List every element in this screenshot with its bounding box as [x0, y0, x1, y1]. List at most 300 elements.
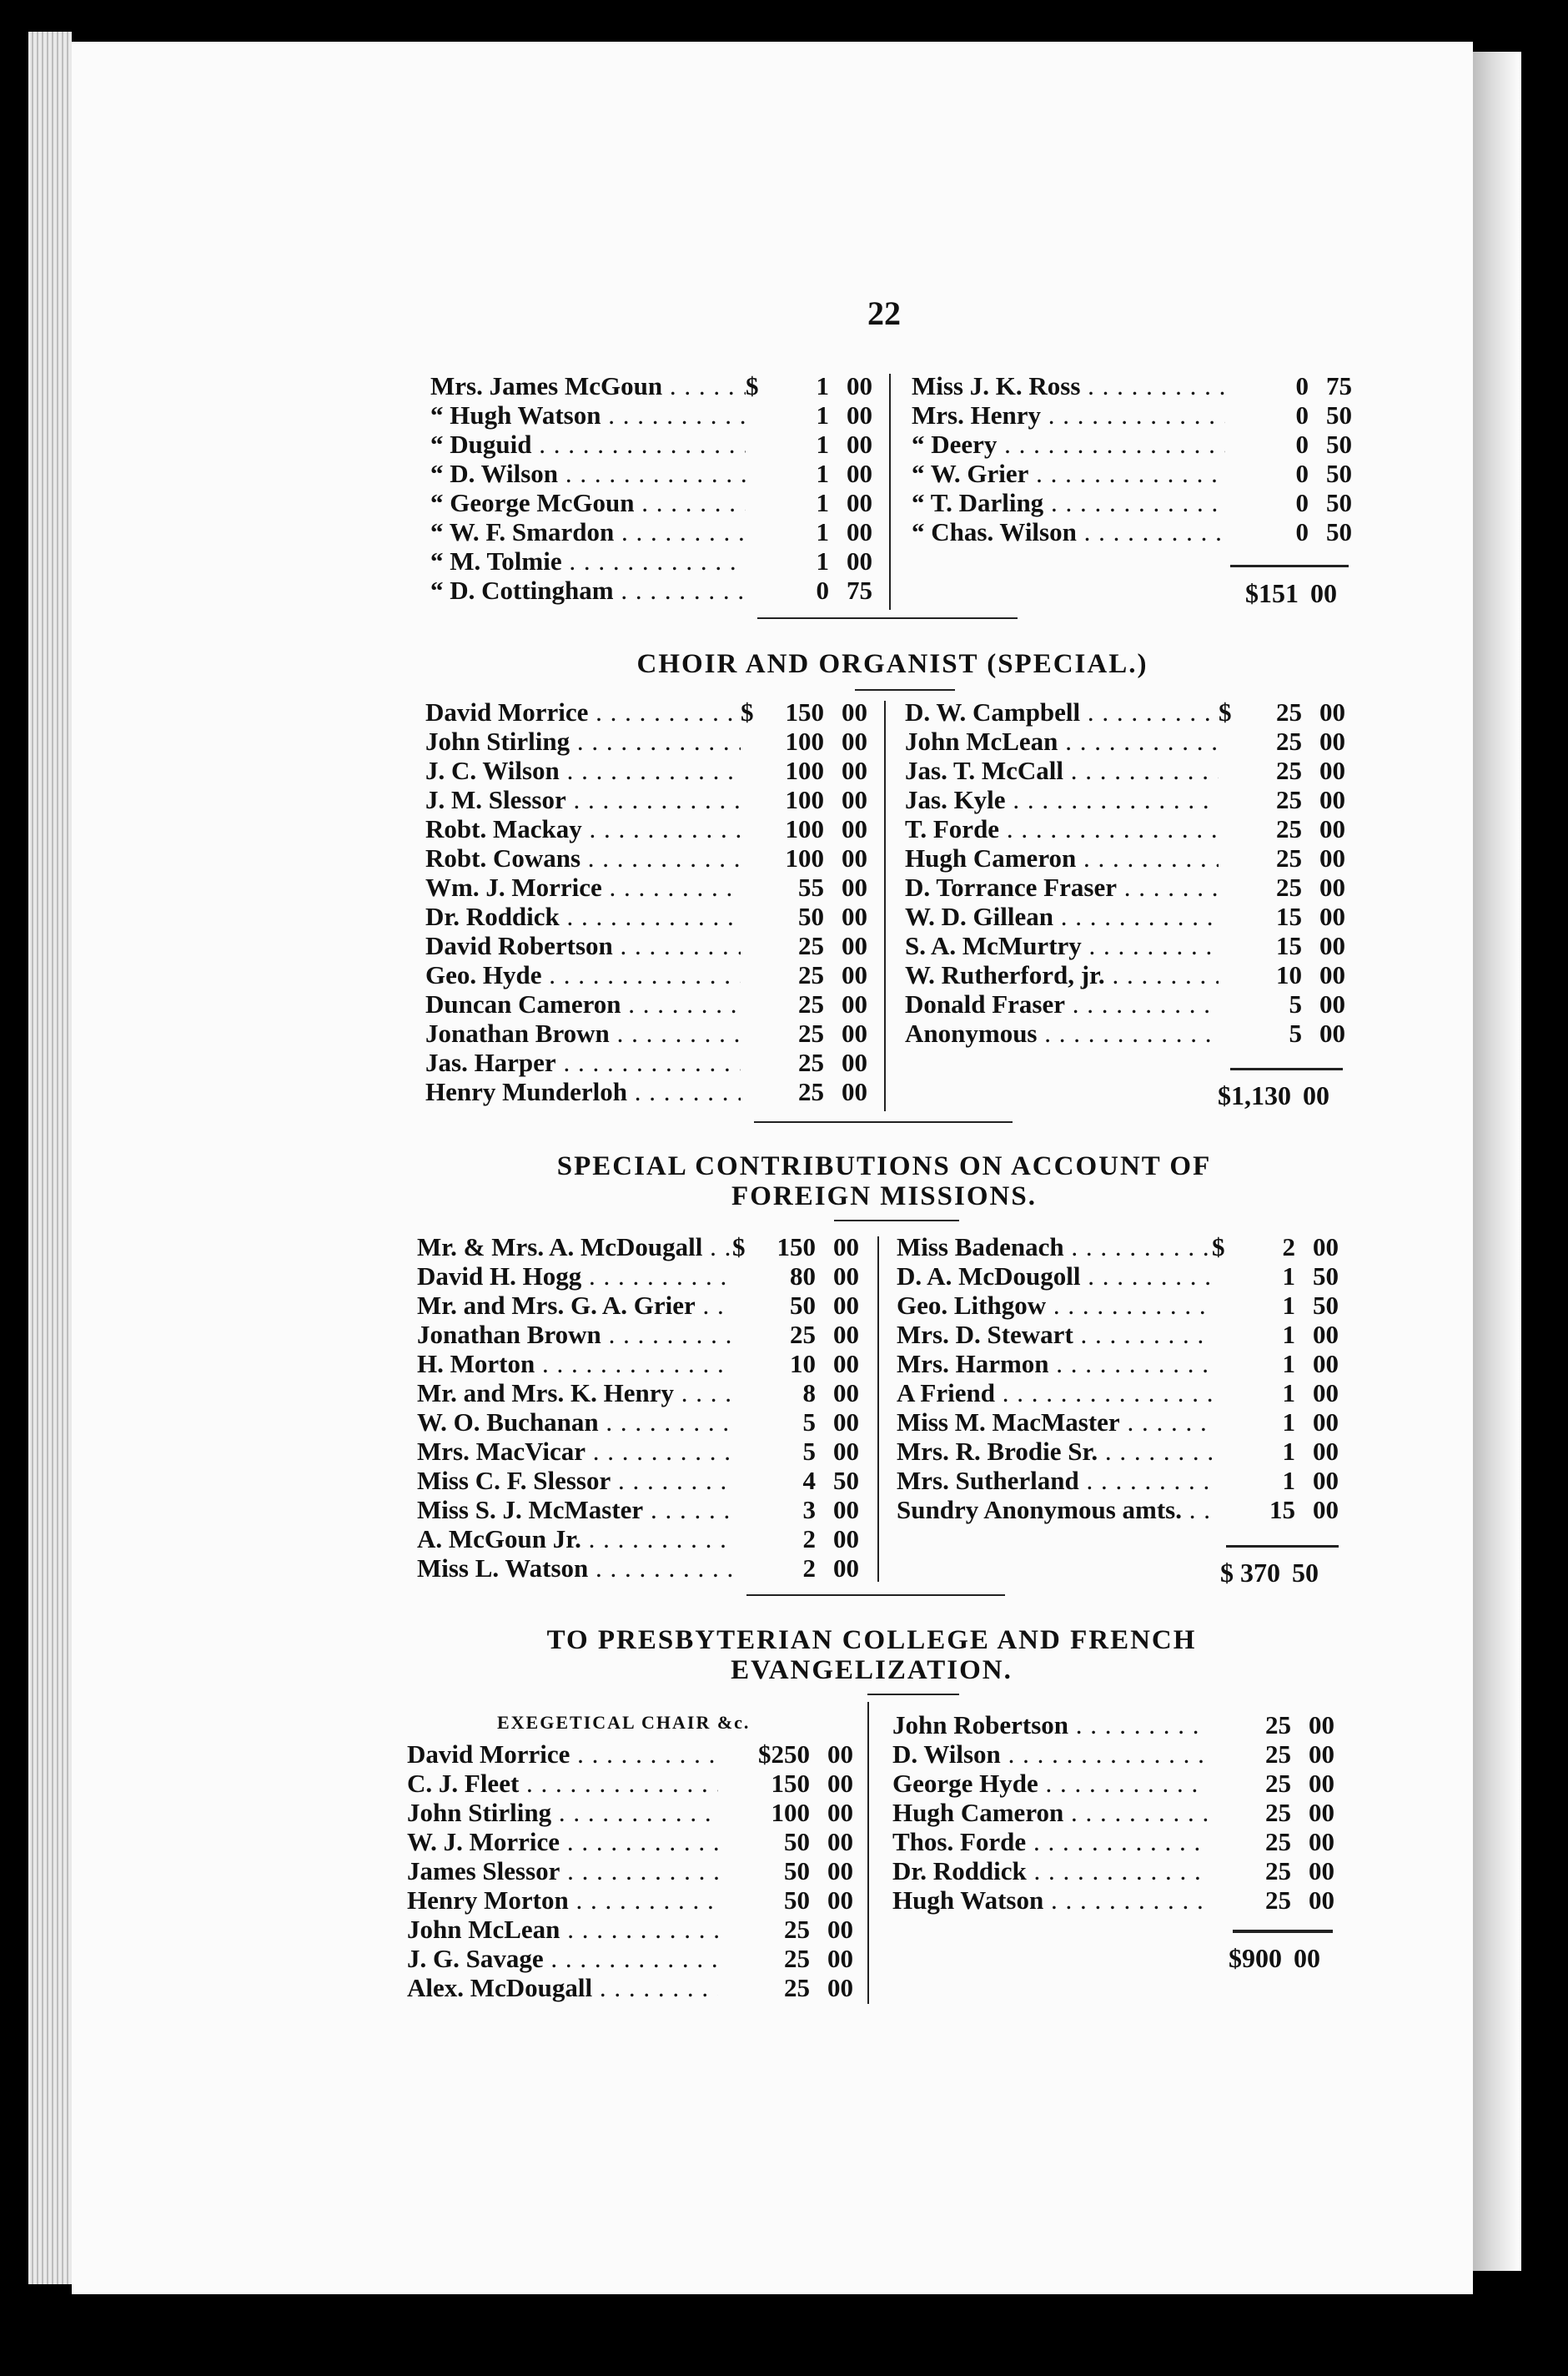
ledger-entry — [912, 430, 1352, 459]
amount-cents: 00 — [833, 1232, 859, 1261]
contributor-name: Henry Munderloh . . . — [425, 1077, 741, 1107]
amount-dollars: 100 — [785, 756, 824, 785]
amount-cents: 00 — [833, 1349, 859, 1378]
section3-heading-line2: FOREIGN MISSIONS. — [731, 1181, 1037, 1211]
amount-cents: 00 — [1309, 1710, 1334, 1739]
section-divider — [754, 1121, 1013, 1123]
contributor-name: Miss Badenach . . . — [897, 1232, 1212, 1262]
amount-dollars: 0 — [1295, 430, 1309, 459]
amount-dollars: 1 — [816, 430, 829, 459]
ledger-entry — [905, 873, 1345, 902]
amount-dollars: 0 — [816, 576, 829, 605]
contributor-name: Jonathan Brown . . . — [425, 1019, 741, 1049]
ledger-entry — [430, 517, 872, 546]
amount-dollars: 25 — [1265, 1827, 1291, 1856]
ledger-entry — [905, 1019, 1345, 1048]
amount-dollars: 1 — [816, 517, 829, 546]
contributor-name: Mrs. R. Brodie Sr. . . . — [897, 1437, 1212, 1467]
amount-dollars: 1 — [1282, 1291, 1295, 1320]
heading-underline — [834, 1220, 959, 1221]
contributor-name: W. J. Morrice . . . — [407, 1827, 718, 1857]
amount-dollars: 25 — [1276, 756, 1302, 785]
amount-cents: 00 — [833, 1437, 859, 1466]
amount-dollars: 55 — [798, 873, 824, 902]
column-divider — [867, 1702, 869, 2004]
contributor-name: “ George McGoun . . . — [430, 488, 746, 518]
ledger-entry — [897, 1407, 1339, 1437]
ledger-entry — [425, 785, 867, 814]
amount-cents: 00 — [847, 517, 872, 546]
amount-cents: 50 — [1326, 517, 1352, 546]
amount-cents: 00 — [1309, 1739, 1334, 1769]
ledger-entry — [417, 1407, 859, 1437]
ledger-entry — [892, 1769, 1334, 1798]
ledger-entry — [407, 1973, 853, 2002]
section-divider — [757, 617, 1018, 619]
amount-cents: 00 — [842, 697, 867, 727]
amount-dollars: 1 — [1282, 1261, 1295, 1291]
amount-dollars: 1 — [1282, 1349, 1295, 1378]
ledger-entry — [417, 1232, 859, 1261]
section4-heading-line1: TO PRESBYTERIAN COLLEGE AND FRENCH — [546, 1625, 1197, 1655]
amount-cents: 00 — [842, 1048, 867, 1077]
amount-cents: 00 — [1313, 1437, 1339, 1466]
section4-total — [1229, 1943, 1320, 1974]
column-divider — [884, 701, 886, 1111]
amount-dollars: 2 — [802, 1524, 816, 1553]
amount-dollars: 1 — [816, 459, 829, 488]
ledger-entry — [417, 1378, 859, 1407]
amount-cents: 50 — [1326, 459, 1352, 488]
amount-cents: 50 — [1326, 430, 1352, 459]
amount-dollars: 100 — [785, 814, 824, 843]
amount-dollars: 8 — [802, 1378, 816, 1407]
ledger-entry — [407, 1798, 853, 1827]
column-divider — [889, 374, 891, 610]
ledger-entry — [425, 843, 867, 873]
ledger-entry — [912, 488, 1352, 517]
amount-dollars: 25 — [1276, 727, 1302, 756]
ledger-entry — [897, 1466, 1339, 1495]
ledger-entry — [407, 1915, 853, 1944]
contributor-name: Jas. Harper . . . — [425, 1048, 741, 1078]
contributor-name: “ Chas. Wilson . . . — [912, 517, 1225, 547]
amount-dollars: 25 — [798, 931, 824, 960]
ledger-entry — [897, 1378, 1339, 1407]
total-dollars: $900 — [1229, 1943, 1282, 1973]
amount-dollars: 15 — [1269, 1495, 1295, 1524]
amount-dollars: 1 — [1282, 1378, 1295, 1407]
section2-total — [1218, 1080, 1329, 1111]
ledger-entry — [905, 785, 1345, 814]
ledger-entry — [425, 814, 867, 843]
section3-left-column — [417, 1232, 859, 1583]
ledger-entry — [897, 1320, 1339, 1349]
contributor-name: Jonathan Brown . . . — [417, 1320, 732, 1350]
amount-dollars: 4 — [802, 1466, 816, 1495]
contributor-name: Miss J. K. Ross . . . — [912, 371, 1225, 401]
section3-right-column — [897, 1232, 1339, 1524]
amount-dollars: 0 — [1295, 488, 1309, 517]
amount-dollars: 25 — [798, 960, 824, 989]
ledger-entry — [892, 1710, 1334, 1739]
amount-cents: 00 — [833, 1378, 859, 1407]
amount-dollars: 100 — [785, 727, 824, 756]
contributor-name: “ W. Grier . . . — [912, 459, 1225, 489]
contributor-name: John Stirling . . . — [407, 1798, 718, 1828]
amount-cents: 00 — [842, 785, 867, 814]
ledger-entry — [425, 960, 867, 989]
amount-cents: 00 — [833, 1407, 859, 1437]
contributor-name: Donald Fraser . . . — [905, 989, 1219, 1019]
ledger-entry — [430, 430, 872, 459]
dollar-sign: $ — [746, 371, 759, 400]
amount-cents: 00 — [827, 1739, 853, 1769]
amount-cents: 00 — [833, 1553, 859, 1583]
amount-dollars: 25 — [1276, 873, 1302, 902]
total-cents: 00 — [1310, 578, 1337, 608]
contributor-name: “ T. Darling . . . — [912, 488, 1225, 518]
ledger-entry — [417, 1349, 859, 1378]
contributor-name: Geo. Hyde . . . — [425, 960, 741, 990]
ledger-entry — [417, 1466, 859, 1495]
amount-cents: 50 — [1326, 400, 1352, 430]
amount-cents: 50 — [1313, 1261, 1339, 1291]
contributor-name: Mr. and Mrs. K. Henry . . . — [417, 1378, 732, 1408]
ledger-entry — [905, 902, 1345, 931]
amount-cents: 00 — [842, 960, 867, 989]
amount-dollars: 1 — [1282, 1466, 1295, 1495]
dollar-sign: $ — [741, 697, 754, 727]
contributor-name: David Morrice . . . — [407, 1739, 718, 1769]
ledger-entry — [905, 989, 1345, 1019]
contributor-name: David H. Hogg . . . — [417, 1261, 732, 1291]
amount-cents: 00 — [827, 1798, 853, 1827]
contributor-name: A Friend . . . — [897, 1378, 1212, 1408]
amount-cents: 00 — [1313, 1495, 1339, 1524]
ledger-entry — [425, 931, 867, 960]
ledger-entry — [892, 1739, 1334, 1769]
ledger-entry — [905, 843, 1345, 873]
amount-cents: 00 — [827, 1856, 853, 1885]
contributor-name: John Stirling . . . — [425, 727, 741, 757]
dollar-sign: $ — [732, 1232, 746, 1261]
amount-dollars: 10 — [1276, 960, 1302, 989]
amount-cents: 00 — [842, 756, 867, 785]
ledger-entry — [912, 371, 1352, 400]
ledger-entry — [407, 1944, 853, 1973]
amount-cents: 00 — [833, 1291, 859, 1320]
total-rule — [1226, 1545, 1339, 1548]
amount-cents: 00 — [842, 931, 867, 960]
ledger-entry — [417, 1291, 859, 1320]
section1-left-column — [430, 371, 872, 605]
ledger-entry — [897, 1291, 1339, 1320]
amount-dollars: 25 — [1265, 1769, 1291, 1798]
amount-cents: 50 — [833, 1466, 859, 1495]
amount-cents: 00 — [1309, 1827, 1334, 1856]
amount-cents: 00 — [1313, 1349, 1339, 1378]
amount-cents: 00 — [1319, 1019, 1345, 1048]
section-divider — [746, 1594, 1005, 1596]
ledger-entry — [430, 459, 872, 488]
amount-dollars: 25 — [1276, 843, 1302, 873]
amount-cents: 00 — [842, 989, 867, 1019]
ledger-entry — [425, 902, 867, 931]
contributor-name: Dr. Roddick . . . — [425, 902, 741, 932]
contributor-name: John Robertson . . . — [892, 1710, 1208, 1740]
ledger-entry — [425, 1019, 867, 1048]
ledger-entry — [892, 1827, 1334, 1856]
dollar-sign: $ — [1212, 1232, 1225, 1261]
amount-dollars: 25 — [1276, 697, 1302, 727]
amount-cents: 00 — [1313, 1232, 1339, 1261]
section4-subheading: EXEGETICAL CHAIR &c. — [497, 1712, 751, 1733]
contributor-name: Thos. Forde . . . — [892, 1827, 1208, 1857]
contributor-name: “ D. Wilson . . . — [430, 459, 746, 489]
amount-dollars: 25 — [1265, 1856, 1291, 1885]
ledger-entry — [897, 1495, 1339, 1524]
ledger-entry — [905, 814, 1345, 843]
contributor-name: Anonymous . . . — [905, 1019, 1219, 1049]
ledger-entry — [912, 400, 1352, 430]
amount-dollars: 25 — [1265, 1798, 1291, 1827]
amount-dollars: 2 — [1282, 1232, 1295, 1261]
amount-cents: 50 — [1326, 488, 1352, 517]
ledger-entry — [417, 1261, 859, 1291]
section4-heading-line2: EVANGELIZATION. — [731, 1655, 1013, 1685]
contributor-name: “ Hugh Watson . . . — [430, 400, 746, 430]
amount-dollars: 25 — [1276, 785, 1302, 814]
amount-dollars: 25 — [798, 1048, 824, 1077]
amount-dollars: 1 — [816, 546, 829, 576]
amount-cents: 00 — [842, 873, 867, 902]
amount-cents: 00 — [827, 1915, 853, 1944]
contributor-name: A. McGoun Jr. . . . — [417, 1524, 732, 1554]
section3-heading-line1: SPECIAL CONTRIBUTIONS ON ACCOUNT OF — [556, 1151, 1212, 1181]
amount-dollars: 5 — [1289, 989, 1302, 1019]
amount-cents: 00 — [1319, 931, 1345, 960]
contributor-name: “ Duguid . . . — [430, 430, 746, 460]
contributor-name: D. Wilson . . . — [892, 1739, 1208, 1769]
contributor-name: David Robertson . . . — [425, 931, 741, 961]
amount-cents: 00 — [1313, 1466, 1339, 1495]
amount-cents: 00 — [1309, 1856, 1334, 1885]
amount-dollars: 100 — [785, 785, 824, 814]
amount-dollars: $250 — [758, 1739, 810, 1769]
contributor-name: W. D. Gillean . . . — [905, 902, 1219, 932]
amount-cents: 00 — [827, 1885, 853, 1915]
amount-dollars: 10 — [790, 1349, 816, 1378]
amount-dollars: 1 — [1282, 1437, 1295, 1466]
contributor-name: Hugh Cameron . . . — [892, 1798, 1208, 1828]
amount-cents: 00 — [827, 1769, 853, 1798]
contributor-name: D. Torrance Fraser . . . — [905, 873, 1219, 903]
section4-heading — [396, 1625, 1347, 1685]
amount-dollars: 0 — [1295, 400, 1309, 430]
contributor-name: Hugh Watson . . . — [892, 1885, 1208, 1915]
ledger-entry — [407, 1827, 853, 1856]
amount-dollars: 25 — [798, 989, 824, 1019]
ledger-entry — [430, 371, 872, 400]
section2-right-column — [905, 697, 1345, 1048]
ledger-entry — [417, 1553, 859, 1583]
ledger-entry — [905, 931, 1345, 960]
total-rule — [1233, 1930, 1333, 1933]
amount-cents: 00 — [1319, 756, 1345, 785]
total-dollars: $ 370 — [1220, 1558, 1280, 1588]
total-cents: 00 — [1294, 1943, 1320, 1973]
amount-dollars: 80 — [790, 1261, 816, 1291]
amount-dollars: 25 — [1265, 1739, 1291, 1769]
amount-cents: 00 — [1319, 960, 1345, 989]
amount-dollars: 0 — [1295, 517, 1309, 546]
ledger-entry — [417, 1495, 859, 1524]
contributor-name: T. Forde . . . — [905, 814, 1219, 844]
amount-cents: 00 — [1319, 902, 1345, 931]
amount-cents: 00 — [1319, 989, 1345, 1019]
amount-dollars: 25 — [784, 1944, 810, 1973]
contributor-name: Miss C. F. Slessor . . . — [417, 1466, 732, 1496]
ledger-entry — [892, 1885, 1334, 1915]
contributor-name: D. W. Campbell . . . — [905, 697, 1219, 727]
amount-cents: 00 — [1319, 697, 1345, 727]
amount-dollars: 150 — [776, 1232, 816, 1261]
section1-right-column — [912, 371, 1352, 546]
heading-underline — [867, 1694, 959, 1695]
section3-total — [1220, 1558, 1319, 1588]
section1-total — [1245, 578, 1337, 609]
amount-dollars: 1 — [1282, 1320, 1295, 1349]
contributor-name: John McLean . . . — [407, 1915, 718, 1945]
amount-cents: 00 — [827, 1973, 853, 2002]
amount-dollars: 0 — [1295, 459, 1309, 488]
amount-cents: 00 — [842, 843, 867, 873]
amount-dollars: 1 — [816, 400, 829, 430]
contributor-name: D. A. McDougoll . . . — [897, 1261, 1212, 1291]
section2-left-column — [425, 697, 867, 1106]
contributor-name: James Slessor . . . — [407, 1856, 718, 1886]
ledger-entry — [912, 517, 1352, 546]
contributor-name: David Morrice . . . — [425, 697, 741, 727]
ledger-entry — [897, 1261, 1339, 1291]
gutter-shadow — [1473, 52, 1521, 2271]
ledger-entry — [425, 697, 867, 727]
amount-cents: 00 — [1319, 843, 1345, 873]
section4-right-column — [892, 1710, 1334, 1915]
total-dollars: $1,130 — [1218, 1080, 1291, 1110]
contributor-name: Hugh Cameron . . . — [905, 843, 1219, 873]
amount-dollars: 50 — [790, 1291, 816, 1320]
ledger-entry — [407, 1739, 853, 1769]
amount-cents: 50 — [1313, 1291, 1339, 1320]
total-rule — [1230, 565, 1349, 567]
amount-cents: 00 — [847, 459, 872, 488]
total-rule — [1230, 1068, 1343, 1070]
amount-cents: 00 — [1309, 1769, 1334, 1798]
amount-dollars: 25 — [798, 1019, 824, 1048]
contributor-name: Dr. Roddick . . . — [892, 1856, 1208, 1886]
amount-cents: 00 — [842, 814, 867, 843]
amount-dollars: 3 — [802, 1495, 816, 1524]
amount-cents: 00 — [842, 1077, 867, 1106]
contributor-name: Sundry Anonymous amts. . . . — [897, 1495, 1212, 1525]
amount-cents: 00 — [833, 1261, 859, 1291]
ledger-entry — [417, 1437, 859, 1466]
contributor-name: Robt. Mackay . . . — [425, 814, 741, 844]
amount-dollars: 25 — [784, 1915, 810, 1944]
contributor-name: W. Rutherford, jr. . . . — [905, 960, 1219, 990]
amount-cents: 00 — [842, 727, 867, 756]
amount-dollars: 15 — [1276, 931, 1302, 960]
contributor-name: Mrs. MacVicar . . . — [417, 1437, 732, 1467]
ledger-entry — [897, 1349, 1339, 1378]
contributor-name: Duncan Cameron . . . — [425, 989, 741, 1019]
contributor-name: Mrs. Harmon . . . — [897, 1349, 1212, 1379]
amount-cents: 00 — [842, 1019, 867, 1048]
amount-dollars: 150 — [771, 1769, 810, 1798]
amount-dollars: 1 — [816, 371, 829, 400]
amount-dollars: 50 — [784, 1885, 810, 1915]
ledger-entry — [425, 727, 867, 756]
amount-dollars: 100 — [785, 843, 824, 873]
amount-dollars: 50 — [784, 1856, 810, 1885]
ledger-entry — [407, 1769, 853, 1798]
ledger-entry — [430, 576, 872, 605]
amount-cents: 00 — [827, 1827, 853, 1856]
total-cents: 50 — [1292, 1558, 1319, 1588]
amount-dollars: 1 — [816, 488, 829, 517]
ledger-entry — [430, 488, 872, 517]
contributor-name: Wm. J. Morrice . . . — [425, 873, 741, 903]
contributor-name: Miss S. J. McMaster . . . — [417, 1495, 732, 1525]
amount-cents: 00 — [847, 430, 872, 459]
amount-cents: 00 — [827, 1944, 853, 1973]
section4-left-column — [407, 1739, 853, 2002]
amount-cents: 00 — [1319, 873, 1345, 902]
ledger-entry — [905, 727, 1345, 756]
amount-dollars: 25 — [1276, 814, 1302, 843]
contributor-name: S. A. McMurtry . . . — [905, 931, 1219, 961]
ledger-entry — [417, 1524, 859, 1553]
amount-cents: 00 — [833, 1524, 859, 1553]
contributor-name: Alex. McDougall . . . — [407, 1973, 718, 2003]
contributor-name: Miss M. MacMaster . . . — [897, 1407, 1212, 1437]
ledger-entry — [905, 960, 1345, 989]
amount-dollars: 50 — [798, 902, 824, 931]
amount-cents: 00 — [833, 1320, 859, 1349]
contributor-name: J. G. Savage . . . — [407, 1944, 718, 1974]
amount-dollars: 15 — [1276, 902, 1302, 931]
ledger-entry — [905, 756, 1345, 785]
contributor-name: Miss L. Watson . . . — [417, 1553, 732, 1583]
ledger-entry — [892, 1798, 1334, 1827]
amount-cents: 00 — [1319, 814, 1345, 843]
amount-dollars: 1 — [1282, 1407, 1295, 1437]
ledger-entry — [417, 1320, 859, 1349]
contributor-name: George Hyde . . . — [892, 1769, 1208, 1799]
dollar-sign: $ — [1219, 697, 1232, 727]
contributor-name: Jas. T. McCall . . . — [905, 756, 1219, 786]
ledger-entry — [897, 1232, 1339, 1261]
amount-cents: 75 — [1326, 371, 1352, 400]
ledger-entry — [407, 1856, 853, 1885]
contributor-name: Mr. & Mrs. A. McDougall . . . — [417, 1232, 732, 1262]
amount-cents: 00 — [1313, 1378, 1339, 1407]
amount-dollars: 25 — [790, 1320, 816, 1349]
contributor-name: Robt. Cowans . . . — [425, 843, 741, 873]
amount-cents: 00 — [847, 488, 872, 517]
